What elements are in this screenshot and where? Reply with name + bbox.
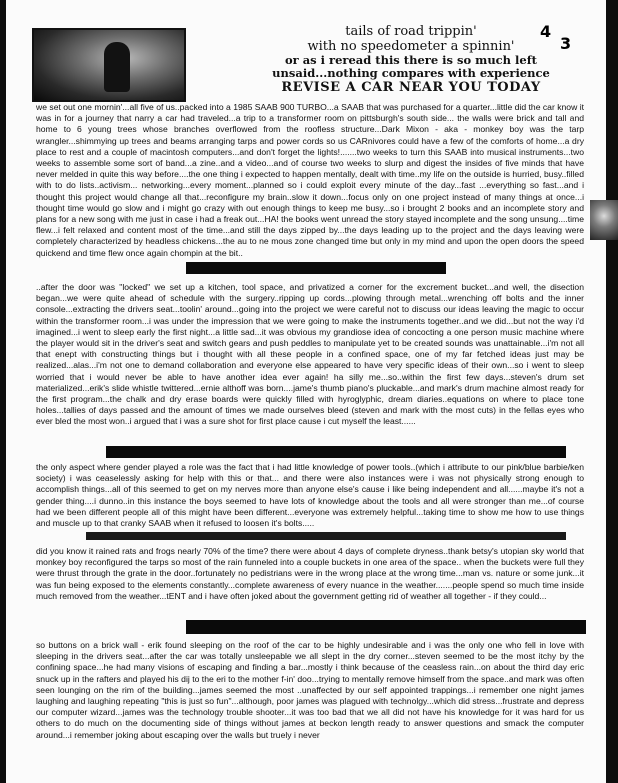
collage-strip (86, 532, 566, 540)
paragraph-1: we set out one mornin'...all five of us..packed into a 1985 SAAB 900 TURBO...a SAAB that was purchased for a quarter...little did the car know it was in for a journey that narry a car had traveled...a trip to a transformer room on pittsburgh's south side... the walls were brick and tall and home to 6 young trees whose branches overflowed from the roofless structure...Dark Mixon - aka - monkey boy was the tarp wrangler...shimmying up trees and beams arranging tarps and power cords so us CARnivores could have a few of the comforts of home...a dry place to rest and a couple of macintosh computers...and don't forget the lights!.......two weeks to turn this SAAB into musical instruments...two weeks to assemble some sort of band...a zine..and a video...and of course two weeks to slurp and digest the insides of five minds that have never melded in quite this way before....the one thing i expected to happen mentally, dealt with time..my life on the outside is hurried, busy..filled with to do lists..activism... networking...every moment...planned so i could exploit every minute of the day...fast ...everything so fast...and i thought this project would change all that...reconfigure my brain..slow it down...focus only on one project instead of many things at once...i thought time would go slow and i might go crazy with out enough things to keep me busy...so i brought 2 books and an incomplete story and plans for a new song with me just in case i had a freak out...HA! the books went unread the story stayed incomplete and the song unsung....time flew...i felt relaxed and content most of the time...and still the days zipped by...the days leading up to the project and the days leaving were completely characterized by headless chickens...the au to ne mous zone changed time but only in my mind and upon the open doors the speed quickend and time flew once again chompin at the bit.. (36, 102, 584, 258)
paragraph-2: ..after the door was "locked" we set up a kitchen, tool space, and privatized a corner for the excrement bucket...and well, the disection began...we were quite ahead of schedule with the surgery..ripping up cords...plowing through metal...wrenching off bolts and the inner console...extracting the drivers seat...toolin' around...going into the project we were careful not to discuss our ideas leaving the magic to occur within the transformer room...i was under the impression that we were going to make the instruments together..and we did...but not the way i'd imagined...i went to sleep early the first night...a little sad...it was obvious my grandiose idea of concocting a one person music machine where the player would sit in the driver's seat and switch gears and push peddles to manipulate yet to be created sounds was unattainable...i'm not all that enept with constructing things but i thought with all these people in a confined space, one of my far fetched ideas just may be realized...alas...i'm not one to demand collaboration and everyone else appeared to have very specific ideas of their own...so i went to sleep worried that i would never be able to have another idea ever again! ha silly me...so..within the first few days...steven's drum set materialized...erik's slide whistle twittered...ernie althoff was born....jame's thumb piano's pluckable...and mark's drum machine almost ready for the first program...the chalk and dry erase boards were quickly filled with hyroglyphic, dream diaries..equations on where to place tone holes...tallies of days passed and the amount of times we made ourselves bleed (steven and mark with the most cuts) in the fellas eyes who ever bled the most won..i argued that i was a sure shot for first place cause i cut myself the least...... (36, 282, 584, 427)
paragraph-5: so buttons on a brick wall - erik found sleeping on the roof of the car to be highly undesirable and i was the only one who fell in love with sleeping in the drivers seat...after the car was totally unsleepable we all slept in the dry corner...steven seemed to be the most itchy by the confining space...he had many visions of escaping and finding a bar...mostly i think because of the ceasless rain...on about the third day eric snuck up in the rafters and played his dij to the eri to the mother f-in' doo...trying to mentally remove himself from the space..and mark was often seen lounging on the rim of the building...james seemed the most ..unaffected by our self appointed trappings...i remember one night james laughing and laughing repeating "this is just so fun"...although, poor james was plagued with technolgy...which did stress...frustrate and depress our computer wizard...james was the technology trouble shooter...it was too bad that we all did not have his knowledge for it was hard for us others to do much on the documenting side of things without james at beckon length ready to answer questions and smack the computer around...i remember joking about escaping over the walls but truely i never (36, 640, 584, 740)
paragraph-4: did you know it rained rats and frogs nearly 70% of the time? there were about 4 days of complete dryness..thank betsy's utopian sky world that monkey boy reconfigured the tarps so most of the rain funneled into a couple buckets in one area of the space.. when the buckets were full they were thrust through the grate in the door..fortunately no pedistrians were in the wrong place at the wrong time...man vs. nature or some junk...it was fun being exposed to the elements constantly...complete awareness of every nuance in the weather.......people spend so much time inside much removed from the weather...tENT and i have often joked about the government getting rid of weather all together - if they could... (36, 546, 584, 601)
zine-page (6, 0, 606, 783)
title-line-5: REVISE A CAR NEAR YOU TODAY (281, 80, 541, 95)
title-line-3: or as i reread this there is so much left (284, 53, 537, 67)
title-line-4: unsaid...nothing compares with experience (272, 66, 550, 80)
title-line-1: tails of road trippin' (345, 24, 477, 39)
collage-strip (186, 262, 446, 274)
collage-strip (186, 620, 586, 634)
page-number-a: 4 (540, 22, 552, 41)
header-photo (32, 28, 186, 102)
title-line-2: with no speedometer a spinnin' (307, 39, 515, 54)
paragraph-3: the only aspect where gender played a role was the fact that i had little knowledge of power tools..(which i attribute to our pink/blue barbie/ken society) i was ceaselessly asking for help with this or that... and there were also instances were i was not physically strong enough to accomplish things...all of this seemed to get on my nerves more than anyone else's cause i like being independent and all......maybe it's not a gender thing....i dunno..in this instance the boys seemed to have lots of knowledge about the tools and all were stronger than me...of course had we been different people all of this might have been different...everyone was extremely helpful...taking time to show me how to use things and muscle up to that cranky SAAB when it refused to loosen it's bolts..... (36, 462, 584, 529)
photo-figure (104, 42, 130, 92)
edge-photo-face (590, 200, 618, 240)
title-block (266, 24, 556, 95)
page-number-b: 3 (560, 34, 572, 53)
collage-strip (106, 446, 566, 458)
